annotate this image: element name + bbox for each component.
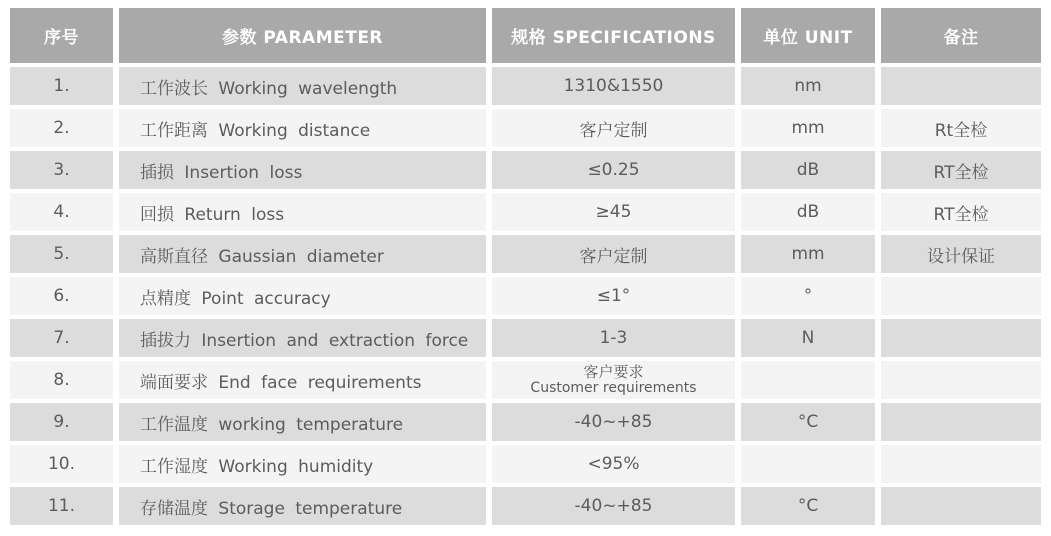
- spec-cell: 1310&1550: [492, 67, 735, 105]
- header-cell-index: 序号: [10, 8, 113, 63]
- parameter-cell: 存储温度 Storage temperature: [119, 487, 486, 525]
- spec-cell: 1-3: [492, 319, 735, 357]
- row-number-cell: 10.: [10, 445, 113, 483]
- remark-cell: [881, 403, 1041, 441]
- remark-cell: Rt全检: [881, 109, 1041, 147]
- parameter-cell: 插损 Insertion loss: [119, 151, 486, 189]
- parameter-cell: 点精度 Point accuracy: [119, 277, 486, 315]
- unit-cell: mm: [741, 235, 875, 273]
- row-number-cell: 8.: [10, 361, 113, 399]
- spec-cell: -40~+85: [492, 487, 735, 525]
- header-cell-parameter: 参数 PARAMETER: [119, 8, 486, 63]
- spec-cell: ≤0.25: [492, 151, 735, 189]
- spec-cell: 客户定制: [492, 109, 735, 147]
- spec-line-cn: 客户要求: [583, 363, 644, 382]
- remark-cell: RT全检: [881, 193, 1041, 231]
- unit-cell: N: [741, 319, 875, 357]
- remark-cell: [881, 487, 1041, 525]
- header-cell-unit: 单位 UNIT: [741, 8, 875, 63]
- unit-cell: dB: [741, 151, 875, 189]
- row-number-cell: 9.: [10, 403, 113, 441]
- remark-cell: RT全检: [881, 151, 1041, 189]
- unit-cell: mm: [741, 109, 875, 147]
- unit-cell: [741, 361, 875, 399]
- unit-cell: nm: [741, 67, 875, 105]
- parameter-cell: 工作湿度 Working humidity: [119, 445, 486, 483]
- spec-cell: [492, 361, 735, 399]
- unit-cell: °C: [741, 403, 875, 441]
- parameter-cell: 工作温度 working temperature: [119, 403, 486, 441]
- unit-cell: [741, 445, 875, 483]
- remark-cell: [881, 361, 1041, 399]
- remark-cell: [881, 445, 1041, 483]
- remark-cell: [881, 67, 1041, 105]
- row-number-cell: 5.: [10, 235, 113, 273]
- row-number-cell: 6.: [10, 277, 113, 315]
- unit-cell: dB: [741, 193, 875, 231]
- parameter-cell: 端面要求 End face requirements: [119, 361, 486, 399]
- unit-cell: °C: [741, 487, 875, 525]
- spec-cell: ≤1°: [492, 277, 735, 315]
- spec-cell: ≥45: [492, 193, 735, 231]
- header-cell-specifications: 规格 SPECIFICATIONS: [492, 8, 735, 63]
- spec-line-en: Customer requirements: [530, 379, 697, 396]
- row-number-cell: 11.: [10, 487, 113, 525]
- row-number-cell: 3.: [10, 151, 113, 189]
- row-number-cell: 2.: [10, 109, 113, 147]
- header-cell-remark: 备注: [881, 8, 1041, 63]
- unit-cell: °: [741, 277, 875, 315]
- spec-table: [10, 8, 1041, 525]
- parameter-cell: 工作波长 Working wavelength: [119, 67, 486, 105]
- parameter-cell: 插拔力 Insertion and extraction force: [119, 319, 486, 357]
- row-number-cell: 7.: [10, 319, 113, 357]
- spec-cell: -40~+85: [492, 403, 735, 441]
- remark-cell: 设计保证: [881, 235, 1041, 273]
- remark-cell: [881, 319, 1041, 357]
- parameter-cell: 工作距离 Working distance: [119, 109, 486, 147]
- parameter-cell: 回损 Return loss: [119, 193, 486, 231]
- row-number-cell: 1.: [10, 67, 113, 105]
- spec-cell: 客户定制: [492, 235, 735, 273]
- remark-cell: [881, 277, 1041, 315]
- row-number-cell: 4.: [10, 193, 113, 231]
- parameter-cell: 高斯直径 Gaussian diameter: [119, 235, 486, 273]
- spec-cell: <95%: [492, 445, 735, 483]
